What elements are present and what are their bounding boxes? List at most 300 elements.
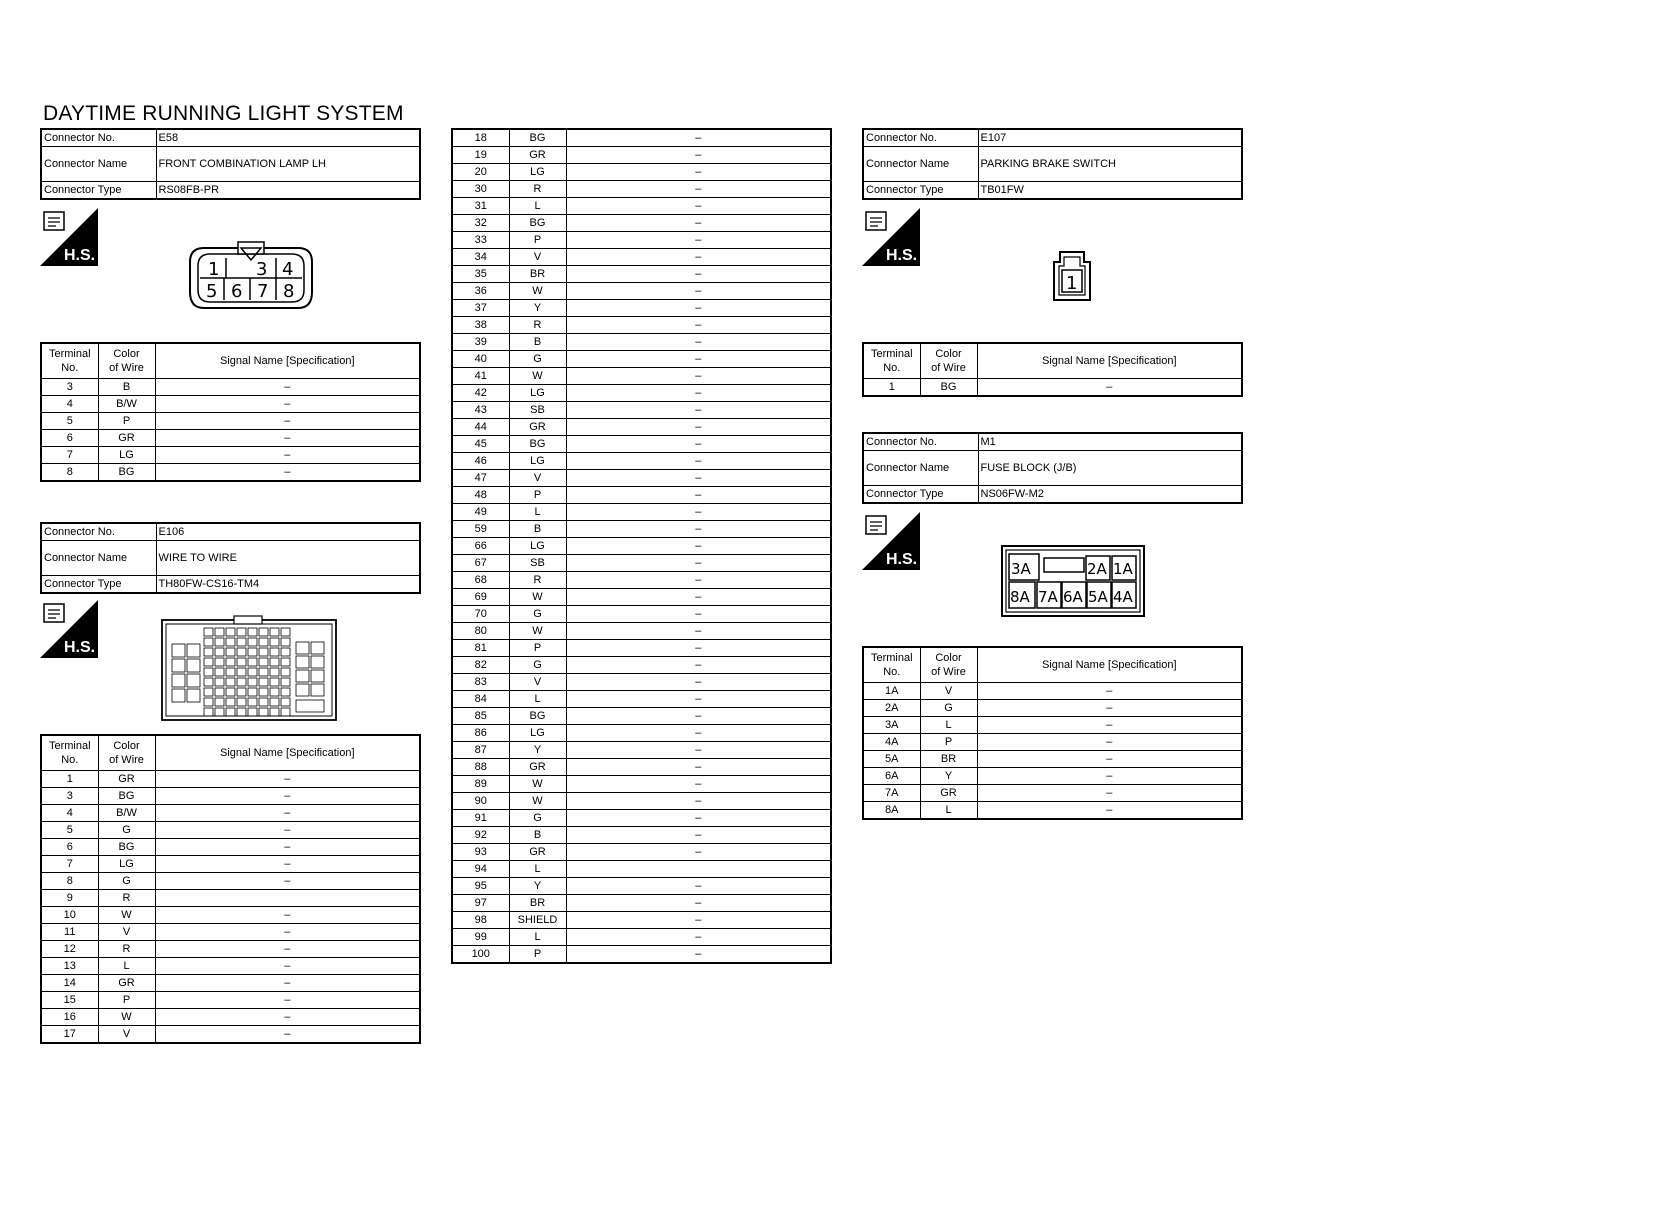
table-row: [452, 674, 831, 691]
hs-badge-text: H.S.: [64, 247, 96, 264]
cavity: [248, 648, 257, 656]
cavity: [215, 658, 224, 666]
table-row: [452, 793, 831, 810]
terminal-cell: 48: [452, 487, 509, 504]
wire-color-cell: P: [509, 946, 566, 964]
harness-side-icon: [862, 208, 920, 266]
wire-color-cell: R: [98, 941, 155, 958]
signal-cell: –: [566, 708, 831, 725]
cavity: [270, 668, 279, 676]
cavity: [248, 698, 257, 706]
table-row: [863, 802, 1242, 820]
pin-label: 5A: [1088, 588, 1108, 606]
label-connector-name: Connector Name: [863, 147, 978, 182]
signal-cell: –: [566, 538, 831, 555]
wire-color-cell: L: [509, 929, 566, 946]
signal-cell: –: [977, 717, 1242, 734]
terminal-cell: 7: [41, 447, 98, 464]
pin-label: 6A: [1063, 588, 1083, 606]
signal-cell: –: [566, 793, 831, 810]
signal-cell: –: [566, 249, 831, 266]
terminal-cell: 1A: [863, 683, 920, 700]
wire-color-cell: B: [509, 334, 566, 351]
signal-cell: –: [566, 504, 831, 521]
table-row: [452, 640, 831, 657]
table-row: [452, 351, 831, 368]
terminal-cell: 12: [41, 941, 98, 958]
signal-cell: –: [977, 683, 1242, 700]
wire-color-cell: G: [920, 700, 977, 717]
cavity: [270, 698, 279, 706]
terminal-cell: 19: [452, 147, 509, 164]
cavity: [311, 642, 324, 654]
terminal-cell: 10: [41, 907, 98, 924]
cavity: [248, 638, 257, 646]
harness-side-icon: [40, 600, 98, 658]
table-row: [41, 958, 420, 975]
signal-cell: –: [155, 413, 420, 430]
signal-cell: –: [155, 805, 420, 822]
wire-color-cell: LG: [509, 725, 566, 742]
cavity: [259, 688, 268, 696]
hs-badge-text: H.S.: [886, 247, 918, 264]
table-row: [41, 873, 420, 890]
wire-color-cell: P: [98, 413, 155, 430]
signal-cell: –: [155, 1026, 420, 1044]
wire-color-cell: GR: [509, 759, 566, 776]
wire-color-cell: Y: [920, 768, 977, 785]
cavity: [172, 674, 185, 687]
pin-table-m1: [862, 646, 1243, 820]
connector-type-value: NS06FW-M2: [978, 486, 1242, 504]
cavity: [259, 628, 268, 636]
terminal-cell: 3: [41, 379, 98, 396]
label-connector-type: Connector Type: [863, 182, 978, 200]
wire-color-cell: L: [920, 717, 977, 734]
signal-cell: –: [566, 198, 831, 215]
signal-cell: –: [566, 725, 831, 742]
signal-cell: –: [566, 385, 831, 402]
cavity: [281, 698, 290, 706]
table-row: [452, 691, 831, 708]
label-connector-name: Connector Name: [863, 451, 978, 486]
cavity: [296, 656, 309, 668]
signal-cell: –: [566, 929, 831, 946]
connector-info-e106: [40, 522, 421, 594]
wire-color-cell: G: [509, 810, 566, 827]
table-row: [452, 164, 831, 181]
table-row: [452, 198, 831, 215]
terminal-cell: 34: [452, 249, 509, 266]
terminal-cell: 89: [452, 776, 509, 793]
table-row: [452, 249, 831, 266]
terminal-cell: 6: [41, 839, 98, 856]
label-connector-type: Connector Type: [41, 576, 156, 594]
table-row: [452, 453, 831, 470]
signal-cell: –: [566, 436, 831, 453]
terminal-cell: 100: [452, 946, 509, 964]
signal-cell: –: [566, 674, 831, 691]
signal-cell: –: [566, 640, 831, 657]
table-row: [41, 788, 420, 805]
signal-cell: –: [566, 742, 831, 759]
pin-label: 1: [1066, 273, 1078, 294]
wire-color-cell: GR: [98, 771, 155, 788]
cavity: [226, 708, 235, 716]
signal-cell: –: [566, 232, 831, 249]
terminal-cell: 4: [41, 805, 98, 822]
connector-name-value: WIRE TO WIRE: [156, 541, 420, 576]
table-row: [41, 907, 420, 924]
terminal-cell: 59: [452, 521, 509, 538]
terminal-cell: 11: [41, 924, 98, 941]
table-row: [863, 768, 1242, 785]
signal-cell: –: [566, 181, 831, 198]
wire-color-cell: W: [509, 283, 566, 300]
wire-color-cell: W: [98, 907, 155, 924]
terminal-cell: 37: [452, 300, 509, 317]
cavity: [226, 698, 235, 706]
signal-cell: –: [977, 379, 1242, 397]
signal-cell: –: [977, 734, 1242, 751]
table-row: [41, 413, 420, 430]
table-row: [452, 147, 831, 164]
signal-cell: –: [566, 606, 831, 623]
terminal-cell: 3: [41, 788, 98, 805]
terminal-cell: 82: [452, 657, 509, 674]
cavity: [248, 628, 257, 636]
wire-color-cell: R: [509, 181, 566, 198]
table-row: [452, 129, 831, 147]
table-row: [452, 215, 831, 232]
table-row: [863, 683, 1242, 700]
signal-cell: –: [977, 751, 1242, 768]
label-connector-type: Connector Type: [41, 182, 156, 200]
cavity: [237, 668, 246, 676]
wire-color-cell: GR: [509, 844, 566, 861]
terminal-cell: 83: [452, 674, 509, 691]
wire-color-cell: B/W: [98, 805, 155, 822]
table-row: [452, 589, 831, 606]
terminal-cell: 31: [452, 198, 509, 215]
terminal-cell: 5: [41, 413, 98, 430]
table-row: [452, 181, 831, 198]
wire-color-cell: BG: [920, 379, 977, 397]
table-row: [452, 283, 831, 300]
signal-cell: –: [566, 334, 831, 351]
signal-cell: –: [566, 776, 831, 793]
terminal-cell: 18: [452, 129, 509, 147]
cavity: [237, 648, 246, 656]
cavity: [204, 668, 213, 676]
cavity: [215, 648, 224, 656]
terminal-cell: 94: [452, 861, 509, 878]
cavity: [237, 688, 246, 696]
terminal-cell: 40: [452, 351, 509, 368]
table-row: [452, 266, 831, 283]
table-row: [452, 725, 831, 742]
terminal-cell: 15: [41, 992, 98, 1009]
table-row: [41, 1026, 420, 1044]
header-terminal: Terminal No.: [41, 735, 98, 771]
cavity: [215, 638, 224, 646]
cavity: [172, 689, 185, 702]
cavity: [270, 678, 279, 686]
signal-cell: –: [566, 521, 831, 538]
signal-cell: –: [566, 555, 831, 572]
cavity: [215, 688, 224, 696]
wire-color-cell: L: [509, 504, 566, 521]
label-connector-no: Connector No.: [41, 129, 156, 147]
cavity: [215, 698, 224, 706]
terminal-cell: 6A: [863, 768, 920, 785]
cavity: [281, 688, 290, 696]
pin-label: 2A: [1087, 560, 1107, 578]
wire-color-cell: BG: [509, 436, 566, 453]
signal-cell: –: [977, 785, 1242, 802]
wire-color-cell: BG: [98, 839, 155, 856]
label-connector-no: Connector No.: [41, 523, 156, 541]
wire-color-cell: W: [509, 589, 566, 606]
wire-color-cell: P: [509, 487, 566, 504]
table-row: [452, 844, 831, 861]
signal-cell: –: [566, 572, 831, 589]
signal-cell: –: [566, 895, 831, 912]
wire-color-cell: BG: [509, 215, 566, 232]
wire-color-cell: BG: [98, 464, 155, 482]
signal-cell: –: [566, 215, 831, 232]
wire-color-cell: LG: [509, 385, 566, 402]
table-row: [452, 946, 831, 964]
signal-cell: –: [155, 788, 420, 805]
signal-cell: –: [566, 147, 831, 164]
signal-cell: –: [155, 839, 420, 856]
wire-color-cell: W: [509, 793, 566, 810]
cavity: [237, 638, 246, 646]
connector-type-value: TH80FW-CS16-TM4: [156, 576, 420, 594]
wire-color-cell: W: [509, 776, 566, 793]
signal-cell: –: [566, 300, 831, 317]
terminal-cell: 2A: [863, 700, 920, 717]
terminal-cell: 45: [452, 436, 509, 453]
cavity: [296, 642, 309, 654]
table-row: [452, 555, 831, 572]
terminal-cell: 8: [41, 873, 98, 890]
terminal-cell: 99: [452, 929, 509, 946]
terminal-cell: 4A: [863, 734, 920, 751]
connector-face-e107: [1050, 250, 1094, 302]
header-terminal: Terminal No.: [41, 343, 98, 379]
wire-color-cell: P: [920, 734, 977, 751]
signal-cell: [566, 861, 831, 878]
table-row: [452, 776, 831, 793]
cavity: [204, 678, 213, 686]
signal-cell: –: [566, 657, 831, 674]
cavity: [259, 678, 268, 686]
wire-color-cell: V: [98, 1026, 155, 1044]
terminal-cell: 5A: [863, 751, 920, 768]
signal-cell: –: [566, 487, 831, 504]
cavity: [226, 648, 235, 656]
header-color: Color of Wire: [98, 735, 155, 771]
connector-info-e107: [862, 128, 1243, 200]
terminal-cell: 70: [452, 606, 509, 623]
table-row: [863, 717, 1242, 734]
terminal-cell: 1: [41, 771, 98, 788]
header-signal: Signal Name [Specification]: [155, 343, 420, 379]
wire-color-cell: V: [509, 674, 566, 691]
cavity: [281, 678, 290, 686]
cavity: [237, 678, 246, 686]
signal-cell: –: [155, 822, 420, 839]
connector-info-e58: [40, 128, 421, 200]
table-row: [452, 708, 831, 725]
cavity: [281, 638, 290, 646]
wire-color-cell: LG: [509, 538, 566, 555]
table-row: [41, 464, 420, 482]
wire-color-cell: BG: [98, 788, 155, 805]
terminal-cell: 69: [452, 589, 509, 606]
terminal-cell: 81: [452, 640, 509, 657]
signal-cell: –: [566, 589, 831, 606]
table-row: [41, 890, 420, 907]
terminal-cell: 49: [452, 504, 509, 521]
wire-color-cell: LG: [509, 453, 566, 470]
signal-cell: –: [155, 396, 420, 413]
connector-face-m1: [1000, 544, 1146, 618]
cavity: [187, 689, 200, 702]
wire-color-cell: Y: [509, 742, 566, 759]
cavity: [259, 708, 268, 716]
table-row: [452, 402, 831, 419]
terminal-cell: 9: [41, 890, 98, 907]
header-signal: Signal Name [Specification]: [977, 647, 1242, 683]
wire-color-cell: B: [98, 379, 155, 396]
table-row: [41, 771, 420, 788]
cavity: [259, 668, 268, 676]
wire-color-cell: LG: [509, 164, 566, 181]
terminal-cell: 3A: [863, 717, 920, 734]
signal-cell: –: [155, 992, 420, 1009]
header-color: Color of Wire: [98, 343, 155, 379]
signal-cell: –: [566, 946, 831, 964]
terminal-cell: 41: [452, 368, 509, 385]
signal-cell: –: [566, 266, 831, 283]
signal-cell: –: [155, 856, 420, 873]
wire-color-cell: B: [509, 521, 566, 538]
terminal-cell: 43: [452, 402, 509, 419]
wire-color-cell: GR: [98, 975, 155, 992]
wire-color-cell: BG: [509, 708, 566, 725]
terminal-cell: 46: [452, 453, 509, 470]
table-row: [452, 232, 831, 249]
signal-cell: –: [155, 924, 420, 941]
terminal-cell: 5: [41, 822, 98, 839]
pin-label: 7A: [1038, 588, 1058, 606]
terminal-cell: 84: [452, 691, 509, 708]
cavity: [311, 656, 324, 668]
wire-color-cell: G: [509, 657, 566, 674]
wire-color-cell: B/W: [98, 396, 155, 413]
signal-cell: –: [977, 768, 1242, 785]
terminal-cell: 1: [863, 379, 920, 397]
cavity: [270, 648, 279, 656]
signal-cell: –: [566, 844, 831, 861]
table-row: [41, 1009, 420, 1026]
wire-color-cell: V: [98, 924, 155, 941]
table-row: [863, 700, 1242, 717]
cavity: [215, 708, 224, 716]
cavity: [311, 670, 324, 682]
terminal-cell: 92: [452, 827, 509, 844]
connector-name-value: FRONT COMBINATION LAMP LH: [156, 147, 420, 182]
signal-cell: –: [566, 129, 831, 147]
signal-cell: –: [566, 453, 831, 470]
cavity: [248, 708, 257, 716]
terminal-cell: 20: [452, 164, 509, 181]
table-row: [452, 419, 831, 436]
header-color: Color of Wire: [920, 647, 977, 683]
pin-label: 4: [282, 259, 294, 280]
table-row: [452, 385, 831, 402]
table-row: [41, 924, 420, 941]
cavity: [204, 658, 213, 666]
wire-color-cell: LG: [98, 447, 155, 464]
terminal-cell: 17: [41, 1026, 98, 1044]
wire-color-cell: V: [509, 249, 566, 266]
wire-color-cell: G: [98, 873, 155, 890]
wire-color-cell: V: [509, 470, 566, 487]
table-row: [41, 856, 420, 873]
wire-color-cell: R: [509, 317, 566, 334]
signal-cell: –: [566, 283, 831, 300]
terminal-cell: 6: [41, 430, 98, 447]
pin-label: 8: [283, 281, 295, 302]
cavity: [296, 670, 309, 682]
wire-color-cell: V: [920, 683, 977, 700]
table-row: [41, 941, 420, 958]
cavity: [270, 688, 279, 696]
wire-color-cell: BG: [509, 129, 566, 147]
table-row: [452, 300, 831, 317]
label-connector-name: Connector Name: [41, 147, 156, 182]
table-row: [452, 504, 831, 521]
terminal-cell: 35: [452, 266, 509, 283]
wire-color-cell: L: [509, 691, 566, 708]
cavity: [248, 668, 257, 676]
terminal-cell: 98: [452, 912, 509, 929]
table-row: [452, 317, 831, 334]
table-row: [452, 623, 831, 640]
terminal-cell: 4: [41, 396, 98, 413]
header-terminal: Terminal No.: [863, 647, 920, 683]
cavity: [204, 688, 213, 696]
cavity: [204, 698, 213, 706]
table-row: [41, 447, 420, 464]
wire-color-cell: P: [98, 992, 155, 1009]
table-row: [41, 992, 420, 1009]
cavity: [259, 698, 268, 706]
cavity: [259, 638, 268, 646]
signal-cell: –: [155, 430, 420, 447]
cavity: [248, 658, 257, 666]
pin-label: 3: [256, 259, 268, 280]
terminal-cell: 39: [452, 334, 509, 351]
cavity: [296, 700, 324, 712]
table-row: [452, 912, 831, 929]
table-row: [452, 657, 831, 674]
cavity: [248, 688, 257, 696]
